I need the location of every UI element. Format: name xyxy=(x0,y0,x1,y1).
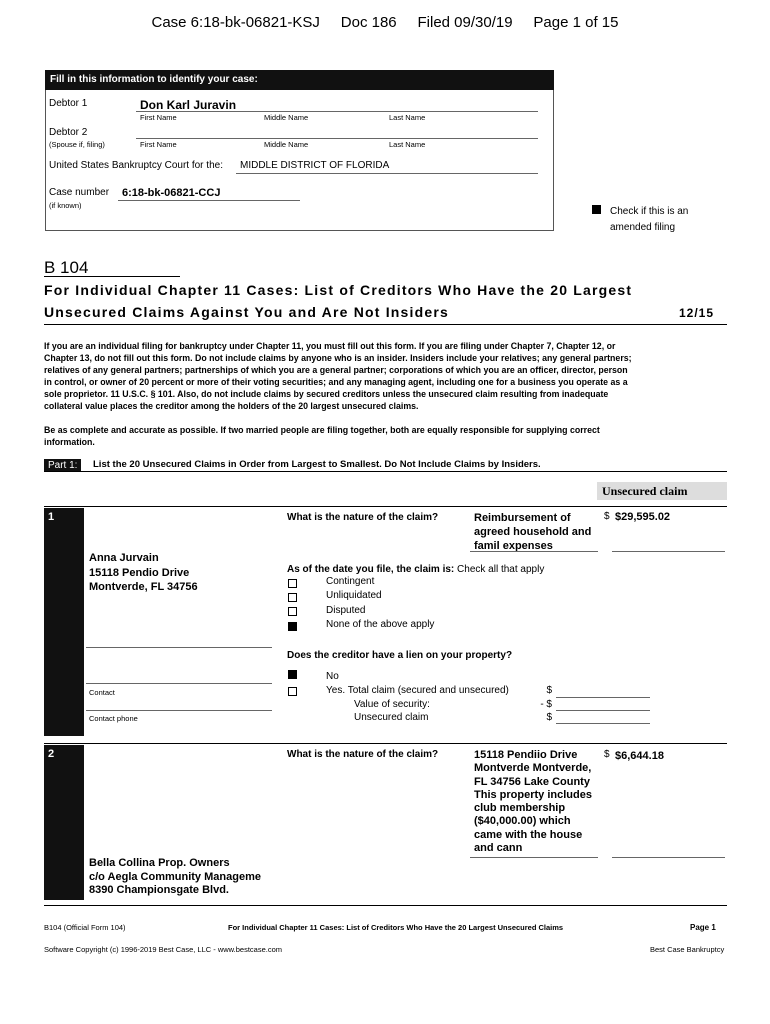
court-line xyxy=(236,173,538,174)
creditor2-nature-question: What is the nature of the claim? xyxy=(287,749,439,760)
footer-page: Page 1 xyxy=(690,923,716,932)
debtor2-label: Debtor 2 xyxy=(49,127,88,138)
footer-software-copyright: Software Copyright (c) 1996-2019 Best Case, LLC - www.bestcase.com xyxy=(44,945,283,954)
lien-no-checkbox[interactable] xyxy=(288,670,297,679)
creditor1-street: 15118 Pendio Drive xyxy=(89,566,190,579)
unliquidated-label: Unliquidated xyxy=(326,590,382,601)
creditor2-dollar-sign: $ xyxy=(604,749,610,760)
debtor1-last-name-caption: Last Name xyxy=(389,113,426,122)
creditor2-nature-line: FL 34756 Lake County xyxy=(474,775,590,788)
creditor1-amount-line xyxy=(612,551,725,552)
form-title-line1: For Individual Chapter 11 Cases: List of Creditors Who Have the 20 Largest xyxy=(44,282,633,298)
creditor2-amount: $6,644.18 xyxy=(615,750,664,762)
creditor2-nature-line: ($40,000.00) which xyxy=(474,815,571,828)
instruction-line: If you are an individual filing for bankruptcy under Chapter 11, you must fill out this form. If you are filing under Chapter 7, Chapter 12, or xyxy=(44,341,616,351)
creditor1-top-rule xyxy=(44,506,727,507)
form-version: 12/15 xyxy=(679,306,715,320)
creditor2-amount-line xyxy=(612,857,725,858)
creditor2-nature-line: and cann xyxy=(474,842,523,855)
instructions xyxy=(44,340,632,412)
total-claim-dollar: $ xyxy=(546,685,552,696)
filed-date-header: Filed 09/30/19 xyxy=(417,14,513,31)
value-security-dollar: - $ xyxy=(540,699,552,710)
creditor2-name: Bella Collina Prop. Owners xyxy=(89,857,230,869)
lien-question: Does the creditor have a lien on your property? xyxy=(287,650,513,661)
none-of-above-checkbox[interactable] xyxy=(288,622,297,631)
creditor1-check-all: Check all that apply xyxy=(454,564,545,575)
total-claim-field[interactable] xyxy=(556,697,650,698)
value-of-security-label: Value of security: xyxy=(354,699,430,710)
debtor1-name: Don Karl Juravin xyxy=(140,98,237,112)
creditor2-name-block xyxy=(89,857,261,898)
debtor1-middle-name-caption: Middle Name xyxy=(264,113,309,122)
part1-rule xyxy=(44,471,727,472)
creditor2-care-of: c/o Aegla Community Manageme xyxy=(89,870,261,883)
creditor2-nature-line: 15118 Pendiio Drive xyxy=(474,749,578,761)
debtor1-first-name-caption: First Name xyxy=(140,113,177,122)
case-number-value: 6:18-bk-06821-CCJ xyxy=(122,187,221,199)
debtor2-first-name-caption: First Name xyxy=(140,140,177,149)
identify-case-title: Fill in this information to identify your case: xyxy=(45,70,554,90)
creditor1-as-of-label: As of the date you file, the claim is: xyxy=(287,564,455,575)
if-known-note: (if known) xyxy=(49,201,82,210)
doc-number-header: Doc 186 xyxy=(340,14,397,31)
creditor1-nature-line-rule xyxy=(470,551,598,552)
debtor2-middle-name-caption: Middle Name xyxy=(264,140,309,149)
footer-brand: Best Case Bankruptcy xyxy=(650,945,725,954)
part1-title: List the 20 Unsecured Claims in Order from Largest to Smallest. Do Not Include Claims by Insiders. xyxy=(93,459,541,470)
debtor2-note: (Spouse if, filing) xyxy=(49,140,105,149)
creditor2-nature-line-rule xyxy=(470,857,598,858)
title-rule xyxy=(44,324,727,325)
contingent-label: Contingent xyxy=(326,576,375,587)
creditor1-nature-value xyxy=(474,511,591,553)
case-number-line xyxy=(118,200,300,201)
amended-filing-line2: amended filing xyxy=(610,222,676,233)
debtor2-last-name-caption: Last Name xyxy=(389,140,426,149)
footer-center-title: For Individual Chapter 11 Cases: List of Creditors Who Have the 20 Largest Unsecured Claims xyxy=(228,923,564,932)
court-label: United States Bankruptcy Court for the: xyxy=(49,160,223,171)
unsecured-claim-label: Unsecured claim xyxy=(354,712,429,723)
case-number-header: Case 6:18-bk-06821-KSJ xyxy=(151,14,320,31)
creditor1-nature-line: famil expenses xyxy=(474,540,553,552)
form-title-line2: Unsecured Claims Against You and Are Not Insiders xyxy=(44,304,449,320)
be-complete-line: Be as complete and accurate as possible. If two married people are filing together, both are equally responsible for supplying correct xyxy=(44,425,600,435)
form-code-underline xyxy=(44,276,180,277)
creditor1-name: Anna Jurvain xyxy=(89,552,159,564)
creditor2-nature-line: club membership xyxy=(474,802,566,815)
instruction-line: relatives of any general partners; partnerships of which you are a general partner; corporations of which you are an officer, director, person xyxy=(44,365,628,375)
creditor1-nature-question: What is the nature of the claim? xyxy=(287,512,439,523)
creditor1-nature-line: Reimbursement of xyxy=(474,512,571,524)
creditor2-number: 2 xyxy=(44,745,84,900)
creditor1-as-of-text xyxy=(287,564,544,575)
creditor2-nature-value xyxy=(474,749,592,855)
instruction-line: Chapter 13, do not fill out this form. Do not include claims by anyone who is an insider. Insiders include your relatives; any general partners; xyxy=(44,353,632,363)
case-header xyxy=(0,14,770,31)
creditor1-nature-line: agreed household and xyxy=(474,526,592,538)
identify-case-box xyxy=(45,70,554,231)
debtor2-line xyxy=(136,138,538,139)
amended-filing-checkbox[interactable] xyxy=(592,205,601,214)
creditor2-nature-line: came with the house xyxy=(474,828,583,841)
disputed-checkbox[interactable] xyxy=(288,607,297,616)
footer-form-id: B104 (Official Form 104) xyxy=(44,923,126,932)
debtor1-line xyxy=(136,111,538,112)
creditor1-dollar-sign: $ xyxy=(604,511,610,522)
be-complete-line: information. xyxy=(44,437,95,447)
creditor1-city: Montverde, FL 34756 xyxy=(89,581,198,593)
contingent-checkbox[interactable] xyxy=(288,579,297,588)
instruction-line: in control, or owner of 20 percent or more of their voting securities; and any managing agent, including one for a business you operate as a xyxy=(44,377,628,387)
creditor1-name-block xyxy=(89,551,198,595)
footer-rule xyxy=(44,905,727,906)
none-of-above-label: None of the above apply xyxy=(326,619,435,630)
creditor2-nature-line: Montverde Montverde, xyxy=(474,762,592,775)
be-complete-note xyxy=(44,424,600,448)
disputed-label: Disputed xyxy=(326,605,366,616)
amended-filing-line1: Check if this is an xyxy=(610,206,689,217)
part1-label: Part 1: xyxy=(44,459,81,472)
debtor1-label: Debtor 1 xyxy=(49,98,88,109)
creditor2-street: 8390 Championsgate Blvd. xyxy=(89,884,229,896)
creditor1-number: 1 xyxy=(44,508,84,736)
creditor1-contact-line xyxy=(86,710,272,711)
creditor1-address-line xyxy=(86,647,272,648)
instruction-line: collateral value places the creditor among the holders of the 20 largest unsecured claims. xyxy=(44,401,419,411)
page-header: Page 1 of 15 xyxy=(533,14,619,31)
amended-filing-label xyxy=(610,204,688,236)
value-security-field[interactable] xyxy=(556,710,650,711)
creditor1-contact-phone-label: Contact phone xyxy=(89,714,138,723)
creditor1-contact-line-top xyxy=(86,683,272,684)
case-number-label: Case number xyxy=(49,187,110,198)
court-value: MIDDLE DISTRICT OF FLORIDA xyxy=(240,160,390,171)
lien-yes-checkbox[interactable] xyxy=(288,687,297,696)
creditor2-nature-line: This property includes xyxy=(474,788,592,801)
creditor1-amount: $29,595.02 xyxy=(615,511,671,523)
unliquidated-checkbox[interactable] xyxy=(288,593,297,602)
creditor2-top-rule xyxy=(44,743,727,744)
instruction-line: sole proprietor. 11 U.S.C. § 101. Also, do not include claims by secured creditors unless the unsecured claim resulting from inadequate xyxy=(44,389,609,399)
creditor1-contact-label: Contact xyxy=(89,688,115,697)
form-code: B 104 xyxy=(44,258,89,277)
lien-no-label: No xyxy=(326,671,339,682)
unsecured-claim-field[interactable] xyxy=(556,723,650,724)
unsecured-claim-dollar: $ xyxy=(546,712,552,723)
unsecured-claim-header: Unsecured claim xyxy=(602,484,688,498)
lien-yes-label: Yes. Total claim (secured and unsecured) xyxy=(326,685,509,696)
